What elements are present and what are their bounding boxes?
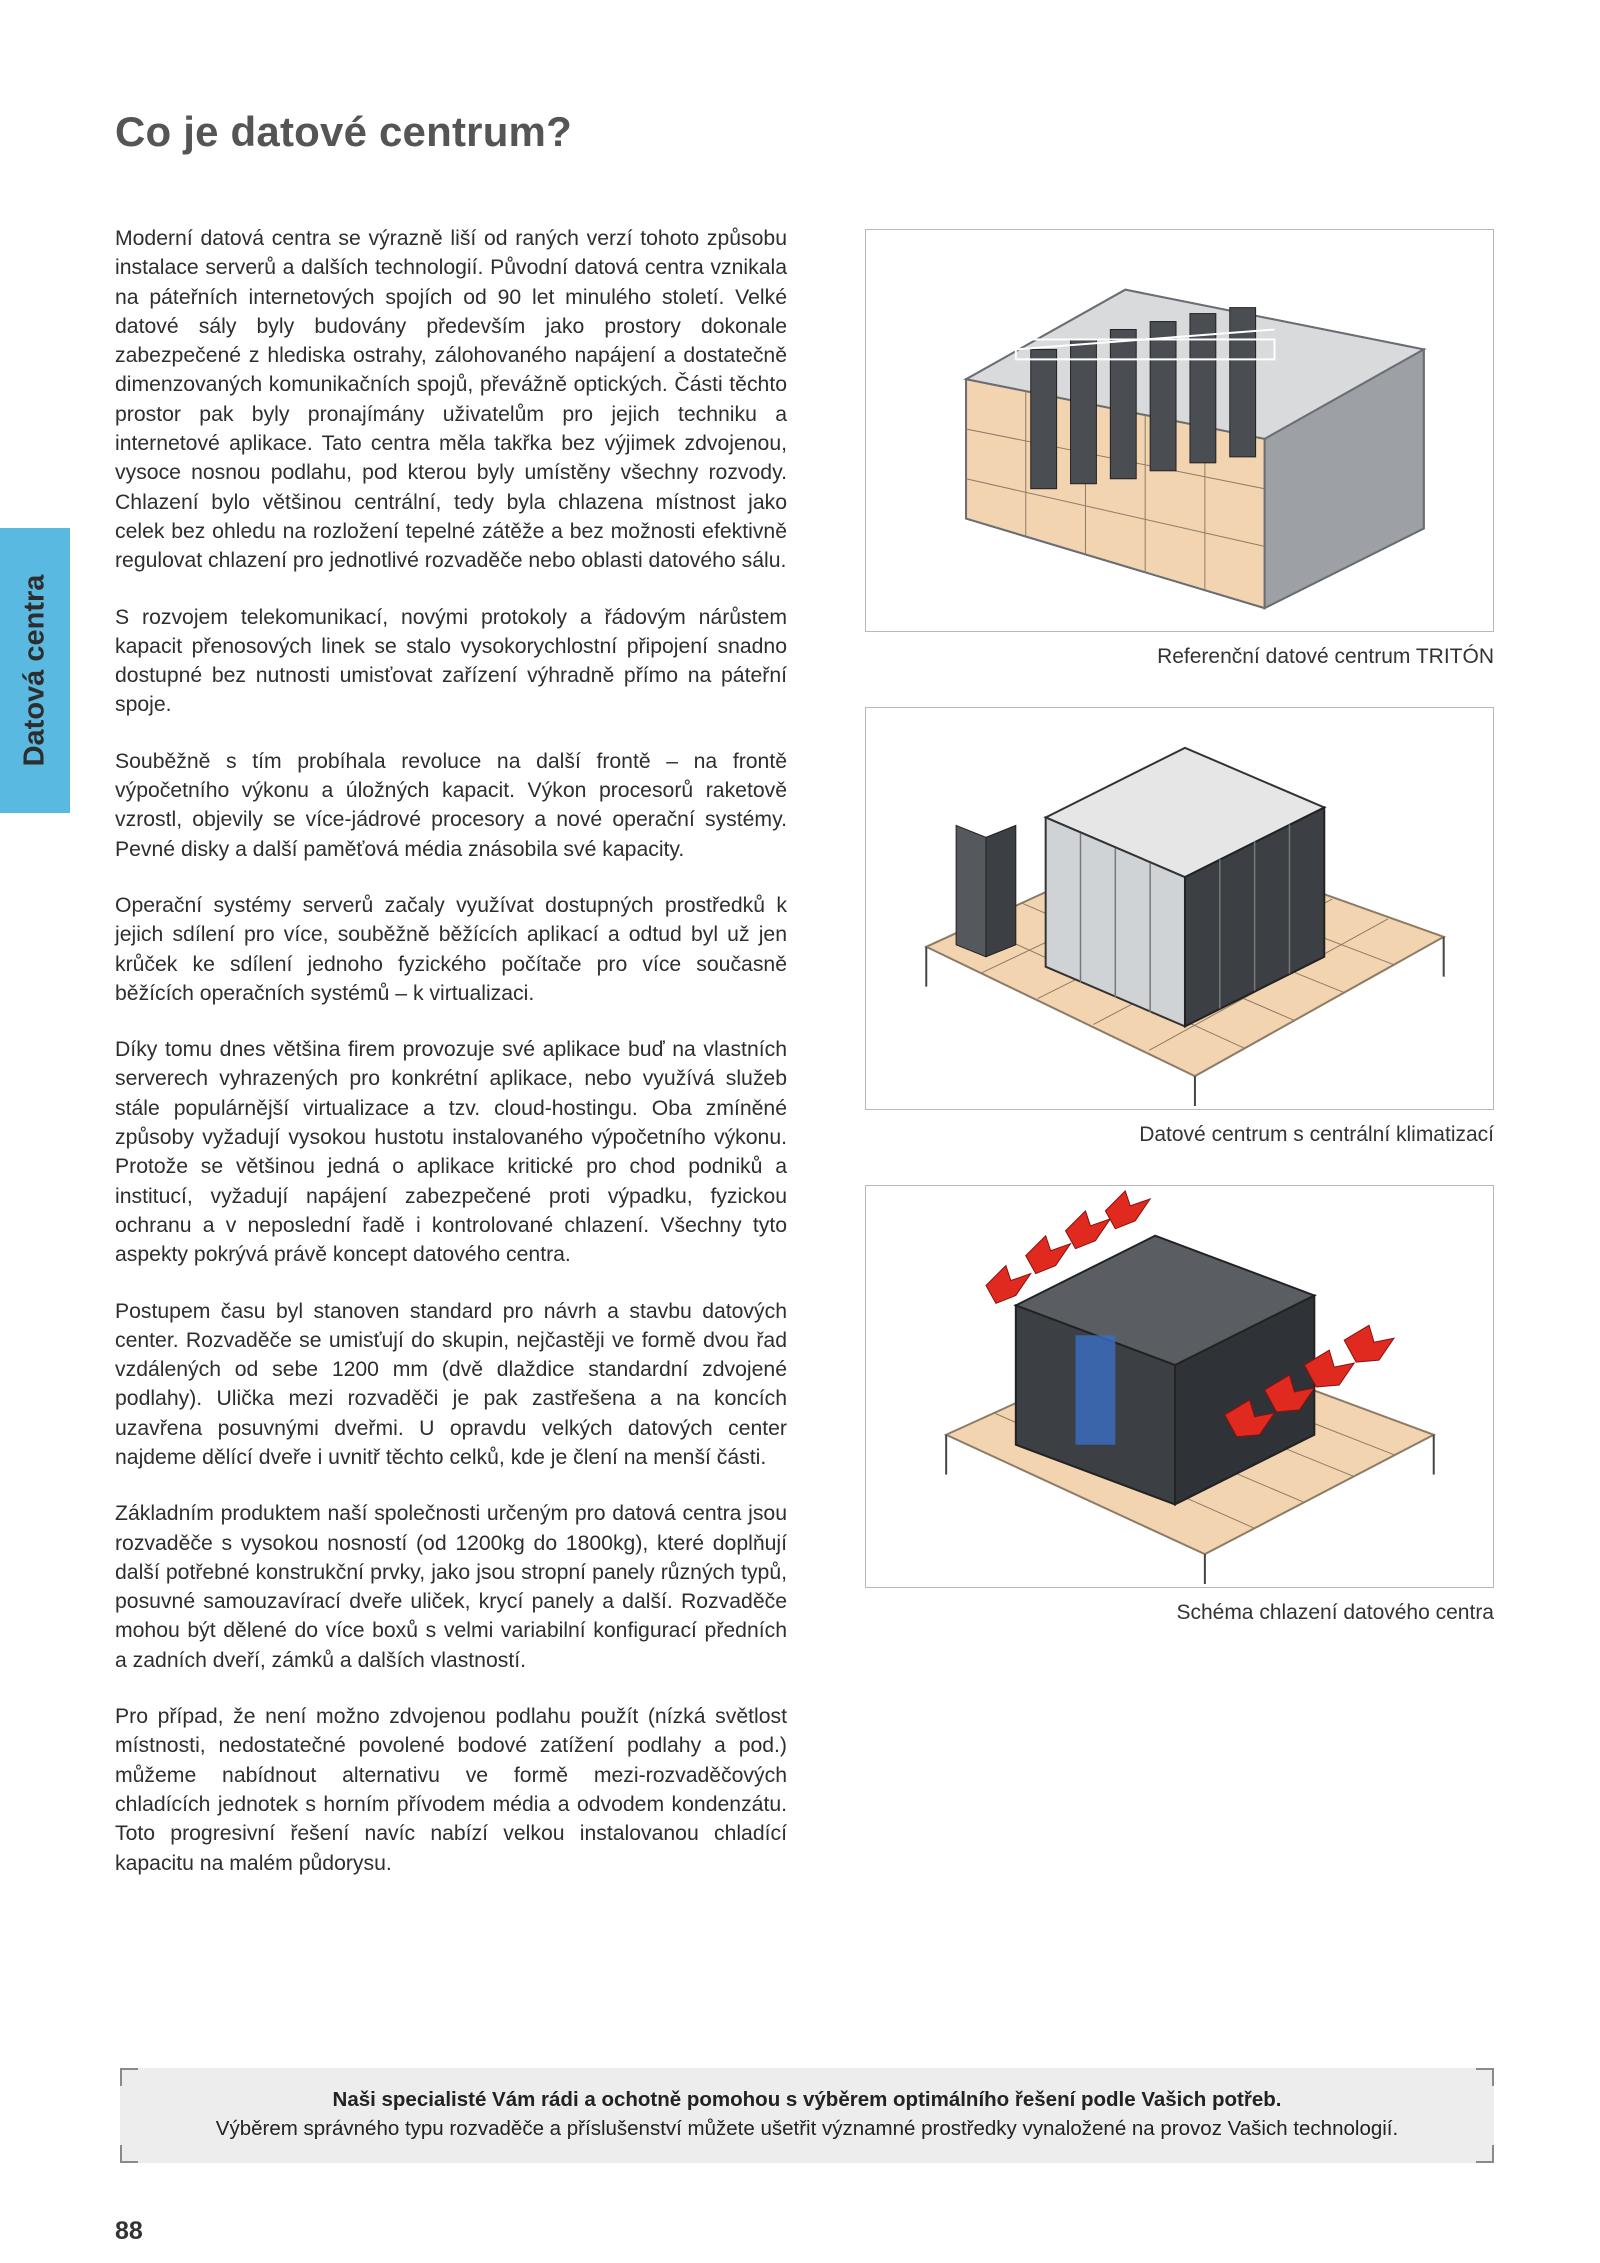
figure-central-cooling [865, 707, 1494, 1110]
figure-caption: Datové centrum s centrální klimatizací [1139, 1123, 1494, 1146]
paragraph: Pro případ, že není možno zdvojenou podlahu použít (nízká světlost místnosti, nedostatečné povolené bodové zatížení podlahy a pod.) můžeme nabídnout alternativu ve formě mezi-rozvaděčových chladících jednotek s horním přívodem média a odvodem kondenzátu. Toto progresivní řešení navíc nabízí velkou instalovanou chladící kapacitu na malém půdorysu. [115, 1705, 787, 1875]
page-number: 88 [115, 2217, 143, 2245]
chapter-side-tab [0, 528, 70, 813]
raised-floor-racks-illustration [866, 708, 1493, 1109]
figure-caption: Schéma chlazení datového centra [1176, 1601, 1494, 1624]
banner-corner-mark [120, 2145, 138, 2163]
chapter-side-tab-label: Datová centra [18, 574, 51, 767]
banner-headline: Naši specialisté Vám rádi a ochotně pomohou s výběrem optimálního řešení podle Vašich potřeb. [332, 2088, 1282, 2111]
paragraph: Moderní datová centra se výrazně liší od raných verzí tohoto způsobu instalace serverů a dalších technologií. Původní datová centra vznikala na páteřních internetových spojích od 90 let minulého století. Velké datové sály byly budovány především jako prostory dokonale zabezpečené z hlediska ostrahy, zálohovaného napájení a dostatečně dimenzovaných komunikačních spojů, převážně optických. Části těchto prostor pak byly pronajímány uživatelům pro jejich techniku a internetové aplikace. Tato centra měla takřka bez výjimek zdvojenou, vysoce nosnou podlahu, pod kterou byly umístěny všechny rozvody. Chlazení bylo většinou centrální, tedy byla chlazena místnost jako celek bez ohledu na rozložení tepelné zátěže a bez možnosti efektivně regulovat chlazení pro jednotlivé rozvaděče nebo oblasti datového sálu. [115, 227, 787, 573]
banner-subline: Výběrem správného typu rozvaděče a příslušenství můžete ušetřit významné prostředky vynaložené na provoz Vašich technologií. [215, 2117, 1399, 2140]
datacenter-room-illustration [866, 230, 1493, 631]
paragraph: S rozvojem telekomunikací, novými protokoly a řádovým nárůstem kapacit přenosových linek se stalo vysokorychlostní připojení snadno dostupné bez nutnosti umisťovat zařízení výhradně přímo na páteřní spoje. [115, 605, 787, 717]
banner-corner-mark [1476, 2068, 1494, 2086]
paragraph: Souběžně s tím probíhala revoluce na další frontě – na frontě výpočetního výkonu a úložných kapacit. Výkon procesorů raketově vzrostl, objevily se více-jádrové procesory a nové operační systémy. Pevné disky a další paměťová média znásobila své kapacity. [115, 749, 787, 861]
page-title: Co je datové centrum? [115, 108, 572, 155]
paragraph: Operační systémy serverů začaly využívat dostupných prostředků k jejich sdílení pro více, souběžně běžících aplikací a odtud byl už jen krůček ke sdílení jednoho fyzického počítače pro více současně běžících operačních systémů – k virtualizaci. [115, 893, 787, 1005]
cooling-schema-illustration [866, 1186, 1493, 1587]
figure-cooling-schema [865, 1185, 1494, 1588]
figure-caption: Referenční datové centrum TRITÓN [1157, 645, 1494, 668]
contact-banner [120, 2068, 1494, 2163]
paragraph: Základním produktem naší společnosti určeným pro datová centra jsou rozvaděče s vysokou nosností (od 1200kg do 1800kg), které doplňují další potřebné konstrukční prvky, jako jsou stropní panely různých typů, posuvné samouzavírací dveře uliček, krycí panely a další. Rozvaděče mohou být dělené do více boxů s velmi variabilní konfigurací předních a zadních dveří, zámků a dalších vlastností. [115, 1502, 787, 1672]
body-text-column [115, 224, 787, 1905]
banner-corner-mark [120, 2068, 138, 2086]
paragraph: Postupem času byl stanoven standard pro návrh a stavbu datových center. Rozvaděče se umisťují do skupin, nejčastěji ve formě dvou řad vzdálených od sebe 1200 mm (dvě dlaždice standardní zdvojené podlahy). Ulička mezi rozvaděči je pak zastřešena a na koncích uzavřena posuvnými dveřmi. U opravdu velkých datových center najdeme dělící dveře i uvnitř těchto celků, kde je člení na menší části. [115, 1299, 787, 1469]
figure-reference-datacenter [865, 229, 1494, 632]
paragraph: Díky tomu dnes většina firem provozuje své aplikace buď na vlastních serverech vyhrazených pro konkrétní aplikace, nebo využívá služeb stále populárnější virtualizace a tzv. cloud-hostingu. Oba zmíněné způsoby vyžadují vysokou hustotu instalovaného výpočetního výkonu. Protože se většinou jedná o aplikace kritické pro chod podniků a institucí, vyžadují napájení zabezpečené proti výpadku, fyzickou ochranu a v neposlední řadě i kontrolované chlazení. Všechny tyto aspekty pokrývá právě koncept datového centra. [115, 1038, 787, 1267]
banner-corner-mark [1476, 2145, 1494, 2163]
